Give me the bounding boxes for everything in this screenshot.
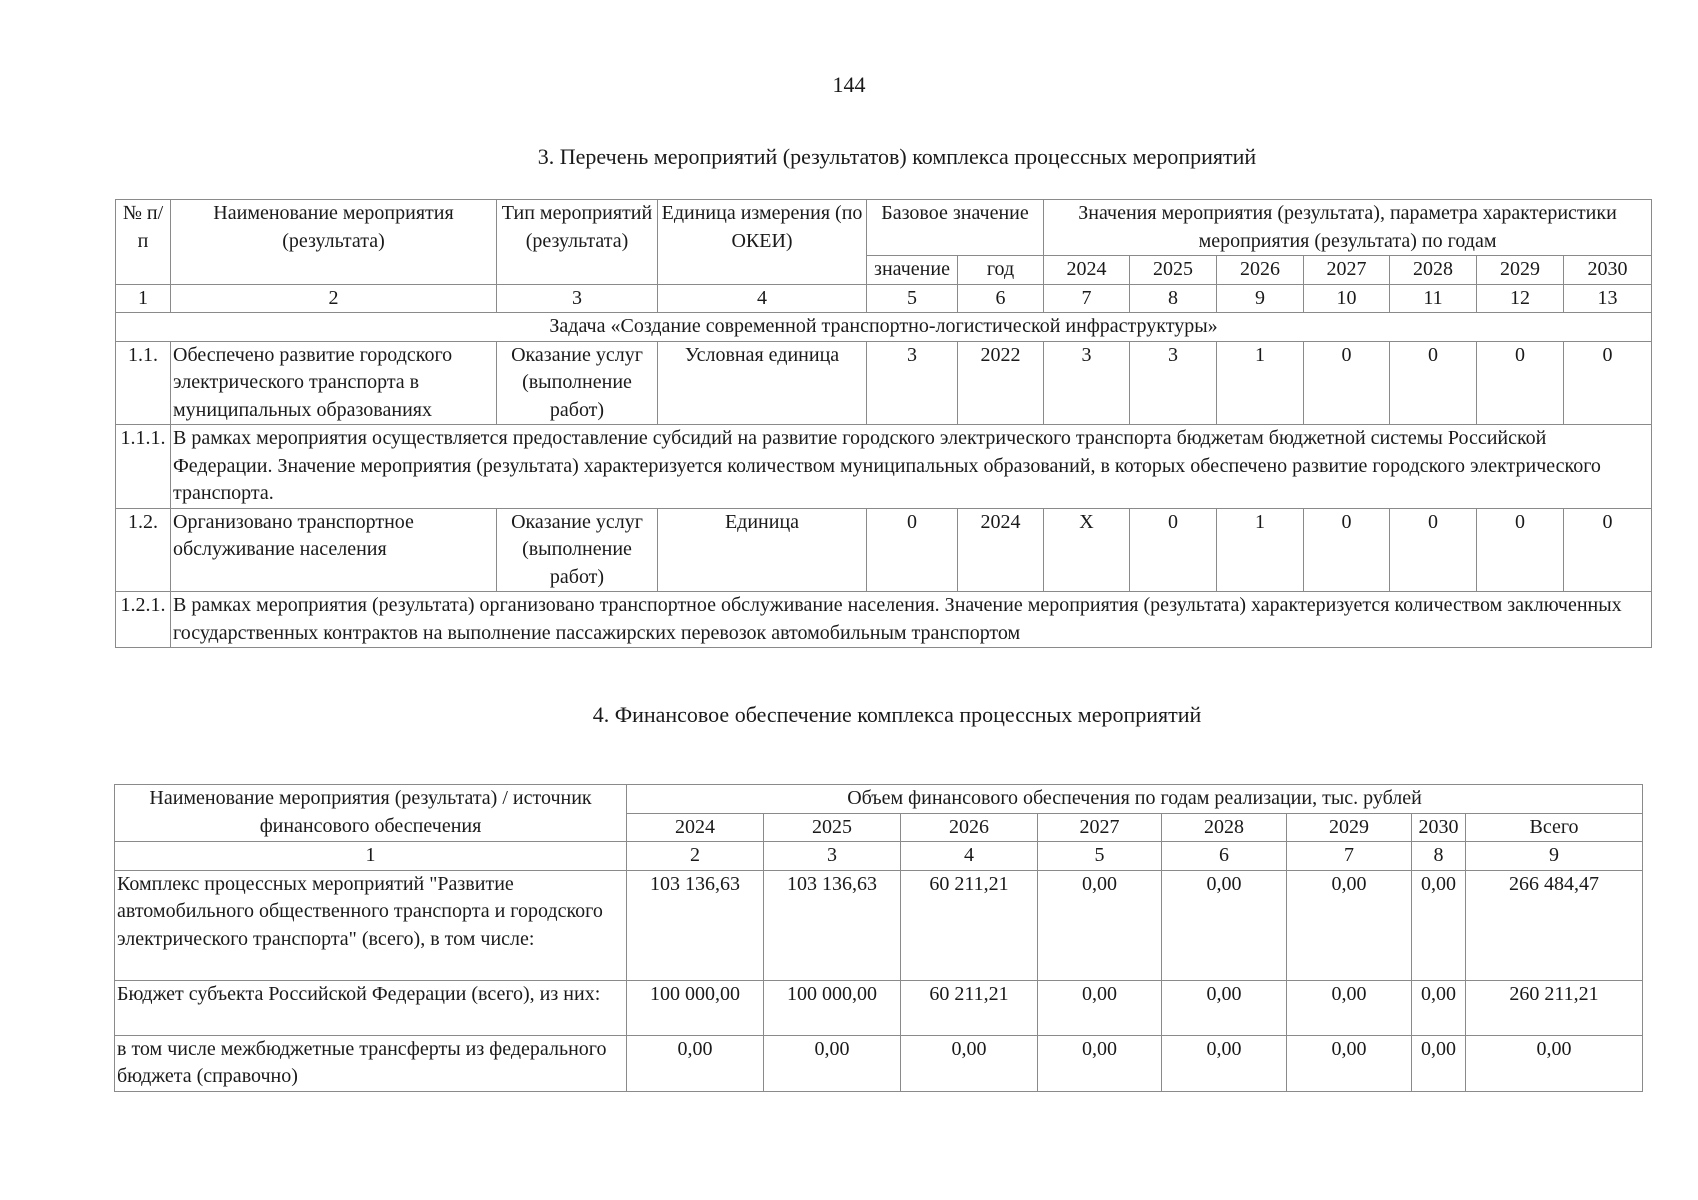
column-number: 6 xyxy=(1162,842,1287,871)
column-number: 11 xyxy=(1390,284,1477,313)
column-number: 9 xyxy=(1217,284,1304,313)
fin-row-value: 0,00 xyxy=(1038,980,1162,1035)
row-value: 0 xyxy=(1304,341,1390,425)
row-value: 0 xyxy=(1564,341,1652,425)
row-description: В рамках мероприятия (результата) организовано транспортное обслуживание населения. Значение мероприятия (результата) характеризуется количеством заключенных государственных контрактов на выполнение пассажирских перевозок автомобильным транспортом xyxy=(171,592,1652,648)
fin-row-value: 0,00 xyxy=(901,1035,1038,1091)
fin-header-year: 2027 xyxy=(1038,813,1162,842)
fin-row-value: 60 211,21 xyxy=(901,870,1038,980)
row-value: 0 xyxy=(1304,508,1390,592)
header-year: 2027 xyxy=(1304,256,1390,285)
row-value: 1 xyxy=(1217,341,1304,425)
fin-row-value: 0,00 xyxy=(627,1035,764,1091)
fin-header-year: 2026 xyxy=(901,813,1038,842)
fin-header-total: Всего xyxy=(1466,813,1643,842)
table-row xyxy=(116,341,1652,425)
fin-row-value: 0,00 xyxy=(1412,870,1466,980)
header-base-value: значение xyxy=(867,256,958,285)
fin-row-value: 0,00 xyxy=(1287,870,1412,980)
row-value: 1 xyxy=(1217,508,1304,592)
fin-row-name: Бюджет субъекта Российской Федерации (всего), из них: xyxy=(115,980,627,1035)
fin-row-value: 0,00 xyxy=(1162,1035,1287,1091)
header-year: 2026 xyxy=(1217,256,1304,285)
row-name: Организовано транспортное обслуживание населения xyxy=(171,508,497,592)
column-number: 7 xyxy=(1044,284,1130,313)
column-number: 9 xyxy=(1466,842,1643,871)
row-name: Обеспечено развитие городского электрического транспорта в муниципальных образованиях xyxy=(171,341,497,425)
table-row xyxy=(115,980,1643,1035)
row-value: 0 xyxy=(1130,508,1217,592)
row-value: 0 xyxy=(1390,508,1477,592)
row-unit: Условная единица xyxy=(658,341,867,425)
header-unit: Единица измерения (по ОКЕИ) xyxy=(658,200,867,285)
fin-row-value: 103 136,63 xyxy=(764,870,901,980)
fin-row-name: Комплекс процессных мероприятий "Развитие автомобильного общественного транспорта и городского электрического транспорта" (всего), в том числе: xyxy=(115,870,627,980)
row-value: 0 xyxy=(1390,341,1477,425)
fin-row-value: 60 211,21 xyxy=(901,980,1038,1035)
task-row: Задача «Создание современной транспортно-логистической инфраструктуры» xyxy=(116,313,1652,342)
fin-header-year: 2029 xyxy=(1287,813,1412,842)
column-number: 3 xyxy=(764,842,901,871)
fin-row-value: 0,00 xyxy=(1412,1035,1466,1091)
activities-table xyxy=(115,199,1652,648)
header-base-year: год xyxy=(958,256,1044,285)
fin-row-value: 0,00 xyxy=(1038,1035,1162,1091)
row-num: 1.2.1. xyxy=(116,592,171,648)
header-name: Наименование мероприятия (результата) xyxy=(171,200,497,285)
header-year: 2028 xyxy=(1390,256,1477,285)
column-number: 6 xyxy=(958,284,1044,313)
column-number: 13 xyxy=(1564,284,1652,313)
column-number: 3 xyxy=(497,284,658,313)
column-number: 5 xyxy=(867,284,958,313)
financing-table xyxy=(114,784,1643,1092)
column-number: 1 xyxy=(116,284,171,313)
fin-header-year: 2025 xyxy=(764,813,901,842)
header-values: Значения мероприятия (результата), параметра характеристики мероприятия (результата) по годам xyxy=(1044,200,1652,256)
fin-row-value: 0,00 xyxy=(1287,980,1412,1035)
section-3-title: 3. Перечень мероприятий (результатов) комплекса процессных мероприятий xyxy=(537,144,1257,169)
row-value: 3 xyxy=(1044,341,1130,425)
row-value: 0 xyxy=(1477,341,1564,425)
header-year: 2025 xyxy=(1130,256,1217,285)
table-row xyxy=(116,425,1652,509)
row-value: X xyxy=(1044,508,1130,592)
column-number: 4 xyxy=(901,842,1038,871)
row-type: Оказание услуг (выполнение работ) xyxy=(497,508,658,592)
fin-row-total: 0,00 xyxy=(1466,1035,1643,1091)
row-unit: Единица xyxy=(658,508,867,592)
column-number: 1 xyxy=(115,842,627,871)
header-year: 2024 xyxy=(1044,256,1130,285)
row-base-year: 2024 xyxy=(958,508,1044,592)
row-base-value: 3 xyxy=(867,341,958,425)
page-number: 144 xyxy=(832,72,866,97)
header-base: Базовое значение xyxy=(867,200,1044,256)
fin-row-value: 103 136,63 xyxy=(627,870,764,980)
column-number: 4 xyxy=(658,284,867,313)
header-num: № п/п xyxy=(116,200,171,285)
fin-header-name: Наименование мероприятия (результата) / источник финансового обеспечения xyxy=(115,785,627,842)
fin-row-name: в том числе межбюджетные трансферты из федерального бюджета (справочно) xyxy=(115,1035,627,1091)
fin-row-total: 260 211,21 xyxy=(1466,980,1643,1035)
fin-row-value: 0,00 xyxy=(764,1035,901,1091)
column-number: 7 xyxy=(1287,842,1412,871)
column-number: 2 xyxy=(627,842,764,871)
header-year: 2029 xyxy=(1477,256,1564,285)
fin-row-value: 100 000,00 xyxy=(627,980,764,1035)
row-num: 1.1. xyxy=(116,341,171,425)
row-type: Оказание услуг (выполнение работ) xyxy=(497,341,658,425)
fin-row-value: 0,00 xyxy=(1412,980,1466,1035)
row-num: 1.2. xyxy=(116,508,171,592)
fin-row-value: 0,00 xyxy=(1038,870,1162,980)
column-number: 10 xyxy=(1304,284,1390,313)
header-type: Тип мероприятий (результата) xyxy=(497,200,658,285)
column-number: 2 xyxy=(171,284,497,313)
table-row xyxy=(116,508,1652,592)
row-value: 0 xyxy=(1564,508,1652,592)
fin-row-value: 100 000,00 xyxy=(764,980,901,1035)
fin-header-year: 2024 xyxy=(627,813,764,842)
table-row xyxy=(116,592,1652,648)
fin-row-total: 266 484,47 xyxy=(1466,870,1643,980)
section-4-title: 4. Финансовое обеспечение комплекса процессных мероприятий xyxy=(592,702,1202,727)
fin-row-value: 0,00 xyxy=(1162,980,1287,1035)
column-number: 8 xyxy=(1412,842,1466,871)
row-value: 0 xyxy=(1477,508,1564,592)
fin-header-year: 2030 xyxy=(1412,813,1466,842)
row-value: 3 xyxy=(1130,341,1217,425)
fin-row-value: 0,00 xyxy=(1287,1035,1412,1091)
column-number: 5 xyxy=(1038,842,1162,871)
row-description: В рамках мероприятия осуществляется предоставление субсидий на развитие городского электрического транспорта бюджетам бюджетной системы Российской Федерации. Значение мероприятия (результата) характеризуется количеством муниципальных образований, в которых обеспечено развитие городского электрического транспорта. xyxy=(171,425,1652,509)
fin-row-value: 0,00 xyxy=(1162,870,1287,980)
fin-header-year: 2028 xyxy=(1162,813,1287,842)
table-row xyxy=(115,1035,1643,1091)
table-row xyxy=(115,870,1643,980)
column-number: 8 xyxy=(1130,284,1217,313)
column-number: 12 xyxy=(1477,284,1564,313)
row-num: 1.1.1. xyxy=(116,425,171,509)
row-base-value: 0 xyxy=(867,508,958,592)
fin-header-volume: Объем финансового обеспечения по годам реализации, тыс. рублей xyxy=(627,785,1643,814)
row-base-year: 2022 xyxy=(958,341,1044,425)
header-year: 2030 xyxy=(1564,256,1652,285)
